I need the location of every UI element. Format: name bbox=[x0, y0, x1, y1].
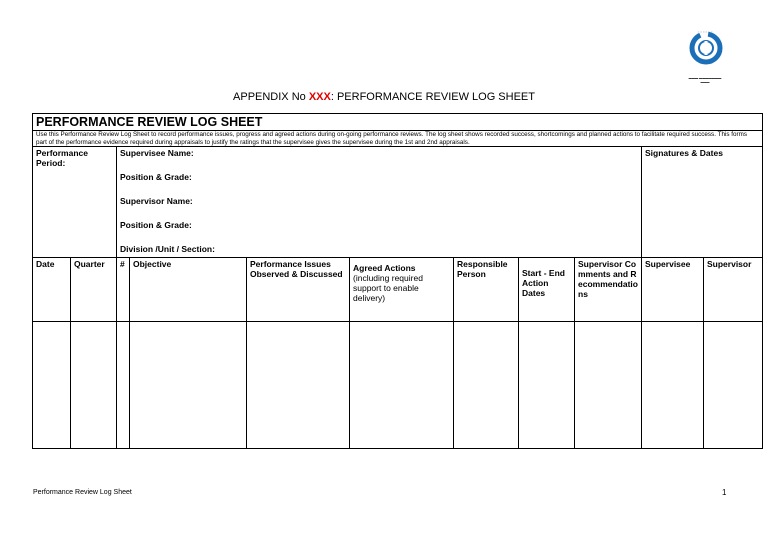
supervisor-signature-cell[interactable] bbox=[704, 322, 763, 449]
quarter-cell[interactable] bbox=[71, 322, 117, 449]
agreed-actions-title: Agreed Actions bbox=[353, 263, 416, 274]
appendix-prefix: APPENDIX No bbox=[233, 91, 309, 103]
col-issues: Performance Issues Observed & Discussed bbox=[247, 258, 350, 322]
col-objective: Objective bbox=[130, 258, 247, 322]
position-grade-label: Position & Grade: bbox=[120, 172, 192, 183]
position-grade-label: Position & Grade: bbox=[120, 220, 192, 231]
appendix-code: XXX bbox=[308, 91, 331, 103]
supervisor-name-label: Supervisor Name: bbox=[120, 196, 193, 207]
col-comments: Supervisor Comments and Recommendations bbox=[575, 258, 642, 322]
date-cell[interactable] bbox=[33, 322, 71, 449]
appendix-heading bbox=[0, 91, 768, 103]
issues-cell[interactable] bbox=[247, 322, 350, 449]
col-number: # bbox=[117, 258, 130, 322]
appendix-suffix: : PERFORMANCE REVIEW LOG SHEET bbox=[330, 91, 535, 103]
division-label: Division /Unit / Section: bbox=[120, 244, 215, 255]
sheet-title: PERFORMANCE REVIEW LOG SHEET bbox=[33, 114, 763, 131]
page-number: 1 bbox=[722, 488, 727, 497]
number-cell[interactable] bbox=[117, 322, 130, 449]
responsible-cell[interactable] bbox=[454, 322, 519, 449]
agreed-actions-cell[interactable] bbox=[350, 322, 454, 449]
supervisee-signature-cell[interactable] bbox=[642, 322, 704, 449]
col-responsible: Responsible Person bbox=[454, 258, 519, 322]
sheet-intro: Use this Performance Review Log Sheet to record performance issues, progress and agreed actions during on-going performance reviews. The log sheet shows recorded success, shortcomings and planned actions to facilitate required success. This forms part of the performance evidence required during appraisals to justify the ratings that the supervisee gives the supervisee during the 1st and 2nd appraisals. bbox=[33, 131, 763, 147]
col-supervisor: Supervisor bbox=[704, 258, 763, 322]
objective-cell[interactable] bbox=[130, 322, 247, 449]
col-date: Date bbox=[33, 258, 71, 322]
table-row bbox=[33, 322, 763, 449]
performance-review-table bbox=[32, 113, 763, 449]
col-agreed-actions bbox=[350, 258, 454, 322]
svg-text:▬▬▬ ▬▬▬▬▬▬▬: ▬▬▬ ▬▬▬▬▬▬▬ bbox=[688, 76, 722, 80]
signatures-label: Signatures & Dates bbox=[642, 147, 763, 258]
organization-logo bbox=[675, 28, 735, 86]
dates-cell[interactable] bbox=[519, 322, 575, 449]
supervisee-info-cell[interactable] bbox=[117, 147, 642, 258]
footer-doc-name: Performance Review Log Sheet bbox=[33, 489, 132, 496]
svg-text:▬▬▬: ▬▬▬ bbox=[700, 80, 710, 84]
comments-cell[interactable] bbox=[575, 322, 642, 449]
col-supervisee: Supervisee bbox=[642, 258, 704, 322]
col-dates: Start - End Action Dates bbox=[519, 258, 575, 322]
svg-text:○ ○ ○ ○ ○ ○: ○ ○ ○ ○ ○ ○ bbox=[697, 30, 713, 34]
performance-period-label: Performance Period: bbox=[33, 147, 117, 258]
supervisee-name-label: Supervisee Name: bbox=[120, 148, 194, 159]
agreed-actions-note: (including required support to enable delivery) bbox=[353, 273, 423, 304]
column-header-row bbox=[33, 258, 763, 322]
col-quarter: Quarter bbox=[71, 258, 117, 322]
